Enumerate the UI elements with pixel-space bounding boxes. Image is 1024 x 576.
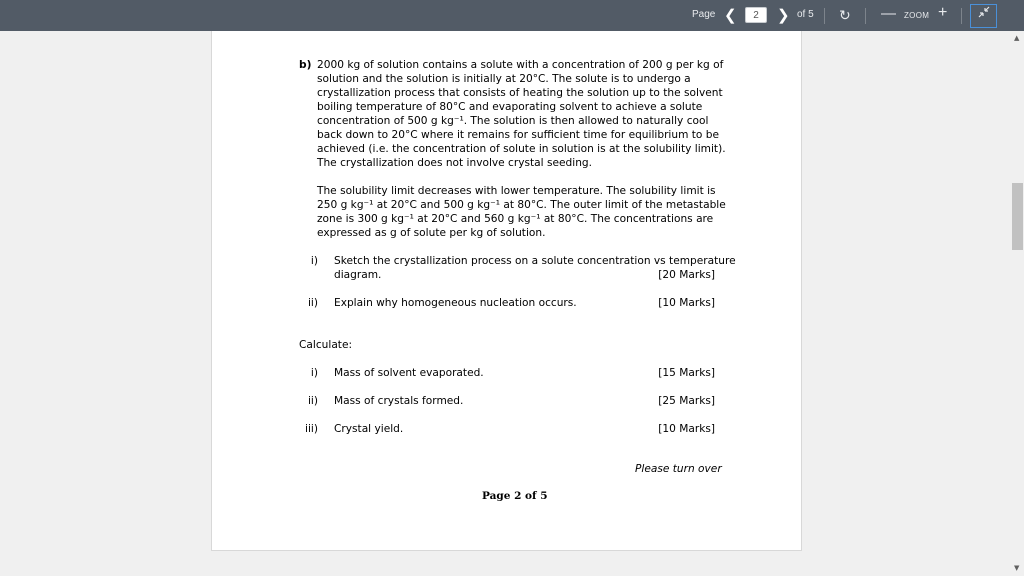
minus-icon[interactable]: — bbox=[881, 5, 896, 22]
text-line: The crystallization does not involve crystal seeding. bbox=[317, 157, 593, 169]
text-line: solution and the solution is initially at 20°C. The solute is to undergo a bbox=[317, 73, 691, 85]
marks-label: [10 Marks] bbox=[658, 423, 715, 435]
question-text: Explain why homogeneous nucleation occurs. bbox=[334, 297, 577, 309]
question-number: i) bbox=[310, 255, 318, 267]
marks-label: [15 Marks] bbox=[658, 367, 715, 379]
turn-over-note: Please turn over bbox=[635, 463, 722, 475]
marks-label: [20 Marks] bbox=[658, 269, 715, 281]
page-footer: Page 2 of 5 bbox=[482, 490, 548, 502]
question-number: ii) bbox=[307, 297, 318, 309]
document-viewport[interactable] bbox=[0, 31, 1011, 576]
calc-number: ii) bbox=[307, 395, 318, 407]
toolbar-divider bbox=[824, 8, 825, 24]
calc-text: Crystal yield. bbox=[334, 423, 404, 435]
arrow-up-icon[interactable]: ▲ bbox=[1014, 34, 1020, 42]
text-line: achieved (i.e. the concentration of solute in solution is at the solubility limit). bbox=[317, 143, 726, 155]
question-text: Sketch the crystallization process on a solute concentration vs temperature bbox=[334, 255, 736, 267]
marks-label: [10 Marks] bbox=[658, 297, 715, 309]
plus-icon[interactable]: + bbox=[938, 4, 948, 21]
page-number-input[interactable]: 2 bbox=[745, 7, 767, 23]
calc-text: Mass of solvent evaporated. bbox=[334, 367, 484, 379]
vertical-scrollbar[interactable] bbox=[1011, 31, 1024, 576]
toolbar-divider bbox=[961, 8, 962, 24]
collapse-arrows-icon bbox=[978, 6, 990, 18]
text-line: 2000 kg of solution contains a solute with a concentration of 200 g per kg of bbox=[317, 59, 724, 71]
text-line: 250 g kg⁻¹ at 20°C and 500 g kg⁻¹ at 80°C. The outer limit of the metastable bbox=[317, 199, 726, 211]
text-line: back down to 20°C where it remains for sufficient time for equilibrium to be bbox=[317, 129, 720, 141]
page-total-label: of 5 bbox=[797, 9, 814, 20]
page-label: Page bbox=[692, 9, 716, 20]
paragraph-2 bbox=[317, 184, 737, 240]
text-line: zone is 300 g kg⁻¹ at 20°C and 560 g kg⁻¹ at 80°C. The concentrations are bbox=[317, 213, 714, 225]
calculate-heading: Calculate: bbox=[299, 339, 353, 351]
rotate-icon[interactable]: ↻ bbox=[839, 7, 851, 23]
arrow-down-icon[interactable]: ▼ bbox=[1014, 564, 1020, 572]
zoom-label: ZOOM bbox=[904, 11, 930, 20]
text-line: The solubility limit decreases with lower temperature. The solubility limit is bbox=[317, 185, 716, 197]
marks-label: [25 Marks] bbox=[658, 395, 715, 407]
chevron-right-icon[interactable]: ❯ bbox=[777, 7, 790, 24]
collapse-icon[interactable] bbox=[970, 4, 997, 28]
calc-number: i) bbox=[310, 367, 318, 379]
text-line: concentration of 500 g kg⁻¹. The solution is then allowed to naturally cool bbox=[317, 115, 709, 127]
text-line: boiling temperature of 80°C and evaporating solvent to achieve a solute bbox=[317, 101, 703, 113]
calc-text: Mass of crystals formed. bbox=[334, 395, 464, 407]
document-page bbox=[211, 31, 802, 551]
question-text: diagram. bbox=[334, 269, 382, 281]
paragraph-1 bbox=[317, 58, 737, 170]
calc-number: iii) bbox=[305, 423, 318, 435]
text-line: expressed as g of solute per kg of solution. bbox=[317, 227, 546, 239]
part-label: b) bbox=[299, 59, 312, 71]
chevron-left-icon[interactable]: ❮ bbox=[724, 7, 737, 24]
viewer-toolbar bbox=[0, 0, 1024, 31]
text-line: crystallization process that consists of heating the solution up to the solvent bbox=[317, 87, 723, 99]
toolbar-divider bbox=[865, 8, 866, 24]
scrollbar-thumb[interactable] bbox=[1012, 183, 1023, 250]
